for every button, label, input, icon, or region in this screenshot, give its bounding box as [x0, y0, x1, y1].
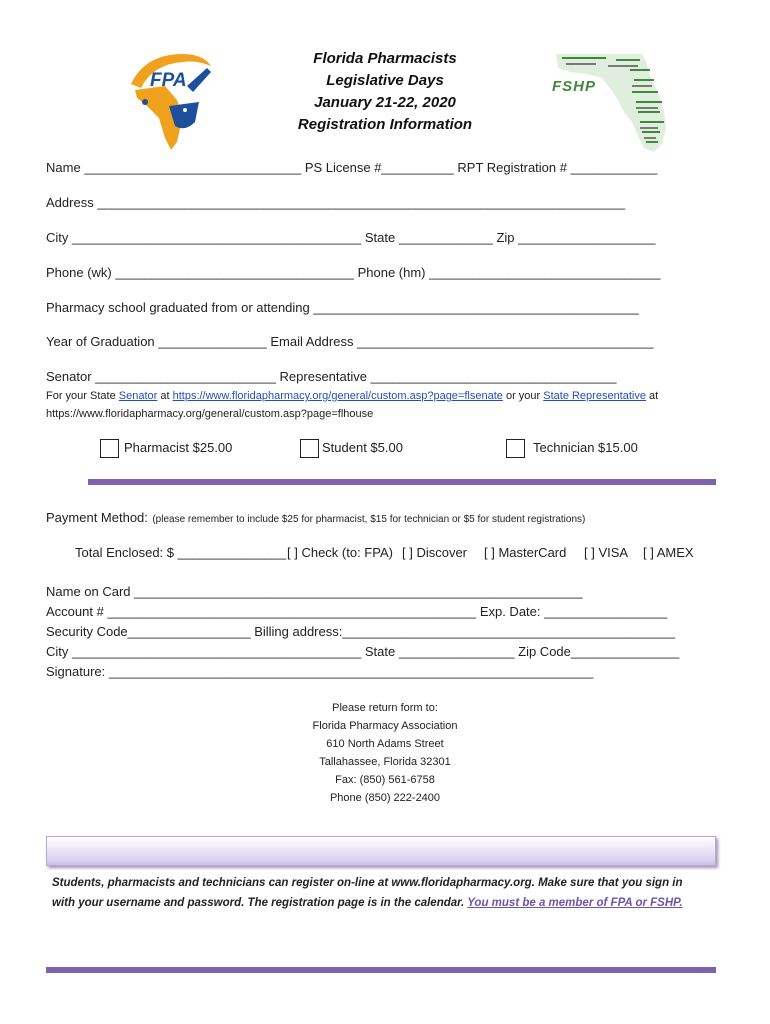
visa-option[interactable]: [ ] VISA	[584, 545, 629, 560]
lookup-line-1: For your State Senator at https://www.floridapharmacy.org/general/custom.asp?page=flsenate or your State Representative at	[46, 390, 659, 402]
name-on-card-field[interactable]: Name on Card ______________________________________________________________	[46, 584, 583, 599]
section-divider-bottom	[46, 967, 716, 973]
fpa-logo-text: FPA	[150, 70, 187, 91]
payment-method-label: Payment Method:	[46, 510, 148, 525]
title-line-1: Florida Pharmacists	[313, 50, 457, 67]
return-line-6: Phone (850) 222-2400	[329, 792, 441, 804]
return-line-5: Fax: (850) 561-6758	[335, 774, 435, 786]
membership-link[interactable]: You must be a member of FPA or FSHP.	[467, 897, 683, 909]
footer-line-2: with your username and password. The registration page is in the calendar. You must be a member of FPA or FSHP.	[52, 897, 683, 909]
fshp-logo-text: FSHP	[552, 78, 597, 95]
payment-note: (please remember to include $25 for pharmacist, $15 for technician or $5 for student registrations)	[152, 514, 586, 525]
payment-method-row	[46, 509, 585, 527]
return-line-2: Florida Pharmacy Association	[312, 720, 458, 732]
florida-map-icon	[546, 48, 676, 158]
security-billing-row[interactable]: Security Code_________________ Billing address:______________________________________________	[46, 624, 675, 639]
return-line-3: 610 North Adams Street	[326, 738, 444, 750]
pharmacist-checkbox[interactable]	[100, 439, 119, 458]
account-number-field[interactable]: Account # ___________________________________________________ Exp. Date: _________________	[46, 604, 668, 619]
pharmacist-option-label: Pharmacist $25.00	[124, 440, 233, 455]
discover-option[interactable]: [ ] Discover	[402, 545, 468, 560]
title-line-2: Legislative Days	[326, 72, 444, 89]
name-field-label[interactable]: Name ______________________________ PS License #__________ RPT Registration # ____________	[46, 160, 658, 175]
amex-option[interactable]: [ ] AMEX	[643, 545, 694, 560]
footer-line-1: Students, pharmacists and technicians can register on-line at www.floridapharmacy.org. Make sure that you sign in	[52, 877, 683, 889]
title-line-4: Registration Information	[297, 116, 473, 133]
phone-row[interactable]: Phone (wk) _________________________________ Phone (hm) ________________________________	[46, 265, 661, 280]
check-option[interactable]: [ ] Check (to: FPA)	[287, 545, 393, 560]
student-option-label: Student $5.00	[322, 440, 403, 455]
section-divider-top	[88, 479, 716, 485]
fpa-logo	[125, 46, 215, 156]
address-field[interactable]: Address _________________________________________________________________________	[46, 195, 626, 210]
card-city-state-zip-row[interactable]: City ________________________________________ State ________________ Zip Code_______________	[46, 644, 680, 659]
student-checkbox[interactable]	[300, 439, 319, 458]
decorative-banner	[46, 836, 716, 866]
return-line-4: Tallahassee, Florida 32301	[319, 756, 451, 768]
total-enclosed-field[interactable]: Total Enclosed: $ _______________	[75, 545, 287, 560]
representative-link[interactable]: State Representative	[543, 390, 646, 402]
fshp-logo	[546, 48, 676, 158]
title-line-3: January 21-22, 2020	[314, 94, 456, 111]
senator-representative-row[interactable]: Senator _________________________ Representative __________________________________	[46, 369, 617, 384]
pharmacy-school-field[interactable]: Pharmacy school graduated from or attending _____________________________________________	[46, 300, 639, 315]
fpa-logo-graphic	[125, 46, 215, 156]
city-state-zip-row[interactable]: City ________________________________________ State _____________ Zip ___________________	[46, 230, 656, 245]
senate-url-link[interactable]: https://www.floridapharmacy.org/general/custom.asp?page=flsenate	[172, 390, 503, 402]
senator-link[interactable]: Senator	[118, 390, 158, 402]
signature-field[interactable]: Signature: ___________________________________________________________________	[46, 664, 594, 679]
technician-checkbox[interactable]	[506, 439, 525, 458]
mastercard-option[interactable]: [ ] MasterCard	[484, 545, 567, 560]
technician-option-label: Technician $15.00	[533, 440, 638, 455]
house-url-text: https://www.floridapharmacy.org/general/custom.asp?page=flhouse	[46, 408, 374, 420]
return-line-1: Please return form to:	[332, 702, 438, 714]
year-email-row[interactable]: Year of Graduation _______________ Email Address _________________________________________	[46, 334, 654, 349]
